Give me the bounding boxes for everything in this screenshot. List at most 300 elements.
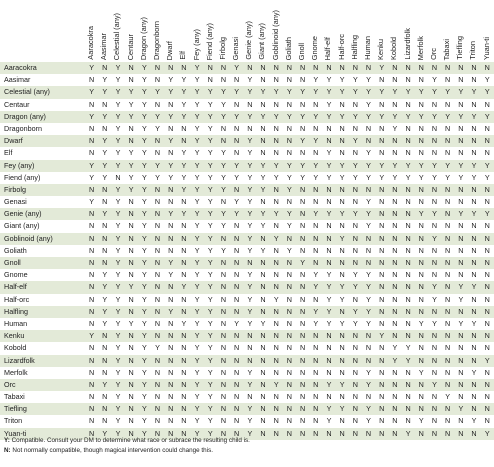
compatibility-cell: N (230, 184, 243, 196)
compatibility-cell: N (177, 233, 190, 245)
compatibility-cell: N (481, 294, 494, 306)
compatibility-cell: N (362, 330, 375, 342)
compatibility-cell: Y (151, 160, 164, 172)
compatibility-cell: Y (467, 318, 480, 330)
compatibility-cell: N (256, 147, 269, 159)
compatibility-cell: Y (111, 281, 124, 293)
column-header (402, 0, 415, 62)
column-header (309, 0, 322, 62)
compatibility-cell: N (441, 403, 454, 415)
compatibility-cell: N (454, 196, 467, 208)
compatibility-cell: N (349, 147, 362, 159)
compatibility-cell: Y (481, 160, 494, 172)
compatibility-cell: Y (98, 160, 111, 172)
compatibility-cell: N (270, 269, 283, 281)
compatibility-cell: N (481, 379, 494, 391)
compatibility-cell: N (256, 391, 269, 403)
compatibility-cell: N (270, 245, 283, 257)
compatibility-cell: N (362, 257, 375, 269)
compatibility-cell: Y (428, 379, 441, 391)
compatibility-cell: N (415, 135, 428, 147)
compatibility-cell: Y (336, 403, 349, 415)
compatibility-cell: N (375, 233, 388, 245)
compatibility-cell: N (349, 355, 362, 367)
compatibility-cell: N (164, 391, 177, 403)
compatibility-cell: N (256, 415, 269, 427)
compatibility-cell: N (164, 415, 177, 427)
compatibility-cell: Y (243, 208, 256, 220)
compatibility-cell: N (428, 135, 441, 147)
compatibility-cell: Y (204, 330, 217, 342)
compatibility-cell: Y (349, 74, 362, 86)
compatibility-cell: Y (151, 111, 164, 123)
compatibility-cell: N (441, 355, 454, 367)
compatibility-cell: N (349, 391, 362, 403)
compatibility-cell: Y (111, 428, 124, 440)
compatibility-cell: N (428, 428, 441, 440)
compatibility-cell: N (362, 342, 375, 354)
compatibility-cell: N (296, 403, 309, 415)
compatibility-cell: Y (111, 184, 124, 196)
compatibility-cell: N (375, 196, 388, 208)
column-header (111, 0, 124, 62)
compatibility-cell: N (270, 99, 283, 111)
compatibility-cell: Y (177, 111, 190, 123)
compatibility-cell: N (467, 99, 480, 111)
compatibility-cell: N (375, 294, 388, 306)
compatibility-cell: Y (467, 160, 480, 172)
compatibility-cell: Y (217, 99, 230, 111)
compatibility-cell: N (402, 257, 415, 269)
compatibility-cell: Y (230, 160, 243, 172)
compatibility-cell: N (349, 367, 362, 379)
row-label: Fey (any) (0, 160, 85, 172)
compatibility-cell: N (296, 245, 309, 257)
compatibility-cell: N (481, 391, 494, 403)
compatibility-cell: N (375, 355, 388, 367)
compatibility-cell: Y (204, 428, 217, 440)
compatibility-cell: N (151, 330, 164, 342)
compatibility-cell: N (402, 62, 415, 74)
compatibility-cell: N (296, 269, 309, 281)
compatibility-cell: Y (243, 306, 256, 318)
compatibility-cell: Y (204, 269, 217, 281)
compatibility-cell: N (428, 123, 441, 135)
compatibility-cell: N (256, 99, 269, 111)
compatibility-cell: N (349, 257, 362, 269)
compatibility-cell: N (454, 147, 467, 159)
compatibility-cell: N (270, 220, 283, 232)
compatibility-cell: Y (204, 318, 217, 330)
compatibility-cell: Y (98, 306, 111, 318)
compatibility-cell: N (388, 220, 401, 232)
compatibility-cell: N (256, 367, 269, 379)
compatibility-cell: N (415, 269, 428, 281)
compatibility-cell: Y (111, 367, 124, 379)
compatibility-cell: N (309, 330, 322, 342)
compatibility-cell: N (454, 379, 467, 391)
compatibility-cell: Y (322, 111, 335, 123)
compatibility-cell: Y (125, 172, 138, 184)
compatibility-cell: N (256, 403, 269, 415)
compatibility-cell: N (336, 196, 349, 208)
compatibility-cell: Y (204, 403, 217, 415)
compatibility-cell: Y (191, 147, 204, 159)
compatibility-cell: N (402, 245, 415, 257)
compatibility-cell: Y (204, 294, 217, 306)
compatibility-cell: Y (191, 135, 204, 147)
compatibility-cell: N (441, 330, 454, 342)
compatibility-cell: N (428, 147, 441, 159)
column-header-label: Gnoll (297, 42, 306, 60)
compatibility-cell: Y (243, 147, 256, 159)
compatibility-cell: Y (191, 294, 204, 306)
column-header-label: Elf (178, 51, 188, 60)
compatibility-cell: Y (243, 160, 256, 172)
compatibility-cell: Y (125, 281, 138, 293)
compatibility-cell: Y (441, 111, 454, 123)
compatibility-cell: N (230, 99, 243, 111)
compatibility-cell: Y (138, 135, 151, 147)
compatibility-cell: Y (217, 172, 230, 184)
compatibility-cell: N (164, 62, 177, 74)
compatibility-cell: Y (191, 86, 204, 98)
compatibility-cell: Y (138, 403, 151, 415)
compatibility-cell: N (230, 123, 243, 135)
column-header (177, 0, 190, 62)
compatibility-cell: Y (362, 86, 375, 98)
compatibility-cell: N (230, 403, 243, 415)
compatibility-cell: Y (243, 184, 256, 196)
compatibility-cell: N (388, 208, 401, 220)
column-header (454, 0, 467, 62)
compatibility-cell: N (336, 245, 349, 257)
compatibility-cell: Y (283, 86, 296, 98)
column-header-label: Orc (428, 48, 438, 60)
compatibility-cell: Y (191, 318, 204, 330)
compatibility-cell: N (164, 196, 177, 208)
compatibility-cell: Y (177, 208, 190, 220)
column-header (481, 0, 494, 62)
compatibility-cell: N (256, 281, 269, 293)
compatibility-cell: Y (243, 428, 256, 440)
compatibility-cell: N (270, 196, 283, 208)
compatibility-cell: Y (138, 367, 151, 379)
compatibility-cell: N (467, 123, 480, 135)
compatibility-cell: Y (191, 62, 204, 74)
compatibility-cell: Y (138, 196, 151, 208)
compatibility-cell: N (454, 245, 467, 257)
table-row (0, 379, 494, 391)
compatibility-cell: N (243, 342, 256, 354)
compatibility-cell: Y (138, 342, 151, 354)
legend-no (4, 446, 470, 456)
compatibility-cell: N (454, 330, 467, 342)
compatibility-cell: N (336, 415, 349, 427)
compatibility-cell: N (125, 294, 138, 306)
compatibility-cell: Y (98, 294, 111, 306)
compatibility-cell: Y (111, 147, 124, 159)
row-label: Celestial (any) (0, 86, 85, 98)
compatibility-cell: N (467, 269, 480, 281)
compatibility-cell: N (441, 428, 454, 440)
compatibility-cell: Y (138, 220, 151, 232)
compatibility-cell: Y (111, 330, 124, 342)
compatibility-cell: N (336, 367, 349, 379)
compatibility-cell: Y (177, 99, 190, 111)
compatibility-cell: N (349, 379, 362, 391)
column-header-label: Dragonborn (151, 20, 161, 60)
compatibility-cell: Y (85, 330, 98, 342)
compatibility-cell: Y (428, 208, 441, 220)
column-header (283, 0, 296, 62)
compatibility-cell: Y (111, 123, 124, 135)
compatibility-cell: Y (270, 233, 283, 245)
compatibility-cell: Y (164, 74, 177, 86)
compatibility-cell: N (402, 306, 415, 318)
compatibility-cell: Y (111, 135, 124, 147)
compatibility-cell: N (151, 147, 164, 159)
compatibility-cell: Y (111, 245, 124, 257)
compatibility-cell: N (349, 294, 362, 306)
table-row (0, 135, 494, 147)
compatibility-cell: Y (138, 428, 151, 440)
compatibility-cell: Y (441, 160, 454, 172)
compatibility-cell: Y (125, 184, 138, 196)
compatibility-cell: N (85, 391, 98, 403)
compatibility-cell: N (283, 135, 296, 147)
compatibility-cell: Y (336, 111, 349, 123)
compatibility-cell: N (256, 62, 269, 74)
column-header-label: Aaracokra (86, 26, 95, 60)
compatibility-cell: Y (481, 428, 494, 440)
compatibility-cell: N (164, 281, 177, 293)
compatibility-cell: N (98, 184, 111, 196)
compatibility-cell: N (322, 184, 335, 196)
compatibility-cell: Y (191, 330, 204, 342)
compatibility-cell: N (349, 415, 362, 427)
compatibility-cell: N (256, 74, 269, 86)
compatibility-cell: N (283, 294, 296, 306)
compatibility-cell: N (125, 355, 138, 367)
compatibility-cell: N (283, 233, 296, 245)
compatibility-cell: Y (191, 196, 204, 208)
compatibility-cell: Y (111, 233, 124, 245)
column-header-label: Fey (any) (191, 28, 201, 60)
compatibility-cell: Y (481, 86, 494, 98)
compatibility-cell: N (349, 233, 362, 245)
legend-yes-text: Compatible. Consult your DM to determine what race or subrace the resulting child is. (9, 437, 250, 444)
compatibility-cell: Y (217, 147, 230, 159)
compatibility-cell: N (177, 355, 190, 367)
compatibility-cell: N (177, 135, 190, 147)
compatibility-cell: Y (191, 233, 204, 245)
table-row (0, 160, 494, 172)
compatibility-cell: N (402, 123, 415, 135)
compatibility-cell: Y (164, 257, 177, 269)
compatibility-cell: N (217, 74, 230, 86)
row-label: Elf (0, 147, 85, 159)
compatibility-cell: N (230, 220, 243, 232)
row-label: Genie (any) (0, 208, 85, 220)
compatibility-cell: Y (85, 111, 98, 123)
compatibility-cell: N (309, 196, 322, 208)
compatibility-cell: Y (204, 86, 217, 98)
column-header-label: Firbolg (217, 37, 227, 60)
compatibility-cell: Y (125, 86, 138, 98)
row-label: Lizardfolk (0, 355, 85, 367)
compatibility-cell: N (467, 342, 480, 354)
compatibility-cell: N (481, 257, 494, 269)
compatibility-cell: Y (362, 147, 375, 159)
compatibility-cell: N (441, 281, 454, 293)
compatibility-cell: Y (362, 220, 375, 232)
compatibility-cell: N (125, 342, 138, 354)
compatibility-cell: Y (441, 86, 454, 98)
compatibility-cell: N (428, 355, 441, 367)
compatibility-cell: Y (191, 245, 204, 257)
column-header-label: Aasimar (99, 32, 109, 60)
compatibility-cell: N (349, 99, 362, 111)
column-header-label: Yuan-ti (481, 36, 491, 60)
compatibility-cell: N (322, 233, 335, 245)
compatibility-cell: N (467, 184, 480, 196)
compatibility-cell: Y (138, 318, 151, 330)
compatibility-cell: N (336, 62, 349, 74)
compatibility-cell: N (349, 123, 362, 135)
compatibility-cell: Y (283, 220, 296, 232)
compatibility-cell: N (322, 135, 335, 147)
compatibility-cell: N (309, 184, 322, 196)
compatibility-cell: N (243, 330, 256, 342)
compatibility-cell: Y (481, 111, 494, 123)
compatibility-cell: N (164, 147, 177, 159)
compatibility-cell: N (322, 62, 335, 74)
compatibility-cell: Y (217, 86, 230, 98)
table-row (0, 184, 494, 196)
compatibility-cell: N (217, 367, 230, 379)
compatibility-cell: Y (111, 403, 124, 415)
compatibility-cell: Y (204, 342, 217, 354)
table-row (0, 62, 494, 74)
compatibility-cell: N (177, 257, 190, 269)
compatibility-cell: Y (322, 172, 335, 184)
compatibility-cell: N (177, 220, 190, 232)
compatibility-cell: Y (362, 172, 375, 184)
compatibility-cell: Y (138, 294, 151, 306)
compatibility-cell: Y (467, 86, 480, 98)
table-row (0, 245, 494, 257)
compatibility-cell: N (454, 306, 467, 318)
compatibility-cell: N (454, 269, 467, 281)
compatibility-cell: Y (111, 269, 124, 281)
compatibility-cell: N (98, 367, 111, 379)
column-header-label: Fiend (any) (204, 22, 214, 60)
compatibility-cell: Y (415, 415, 428, 427)
compatibility-cell: Y (467, 172, 480, 184)
table-row (0, 99, 494, 111)
compatibility-cell: N (415, 294, 428, 306)
compatibility-cell: N (164, 428, 177, 440)
compatibility-cell: N (388, 147, 401, 159)
compatibility-cell: N (428, 62, 441, 74)
compatibility-cell: Y (362, 99, 375, 111)
compatibility-cell: Y (191, 269, 204, 281)
compatibility-cell: N (85, 147, 98, 159)
compatibility-cell: N (441, 415, 454, 427)
compatibility-cell: N (481, 403, 494, 415)
compatibility-cell: N (256, 196, 269, 208)
compatibility-cell: N (375, 245, 388, 257)
compatibility-cell: Y (415, 367, 428, 379)
compatibility-cell: Y (309, 160, 322, 172)
compatibility-cell: N (375, 379, 388, 391)
compatibility-cell: N (98, 123, 111, 135)
compatibility-cell: N (85, 379, 98, 391)
compatibility-cell: N (349, 428, 362, 440)
compatibility-cell: N (481, 99, 494, 111)
table-row (0, 220, 494, 232)
compatibility-cell: N (309, 99, 322, 111)
compatibility-cell: Y (204, 257, 217, 269)
compatibility-cell: N (151, 403, 164, 415)
compatibility-cell: N (441, 342, 454, 354)
compatibility-cell: Y (204, 196, 217, 208)
compatibility-cell: Y (428, 160, 441, 172)
compatibility-cell: N (217, 379, 230, 391)
compatibility-cell: N (362, 184, 375, 196)
table-row (0, 403, 494, 415)
compatibility-cell: Y (204, 172, 217, 184)
compatibility-cell: Y (336, 294, 349, 306)
compatibility-cell: N (256, 135, 269, 147)
compatibility-cell: Y (125, 111, 138, 123)
compatibility-cell: Y (336, 208, 349, 220)
compatibility-cell: N (270, 281, 283, 293)
compatibility-cell: Y (309, 269, 322, 281)
compatibility-cell: Y (204, 111, 217, 123)
compatibility-cell: N (270, 428, 283, 440)
compatibility-cell: N (454, 415, 467, 427)
table-row (0, 355, 494, 367)
compatibility-cell: N (336, 135, 349, 147)
compatibility-cell: N (349, 220, 362, 232)
compatibility-cell: N (296, 220, 309, 232)
compatibility-cell: Y (270, 160, 283, 172)
compatibility-cell: N (309, 62, 322, 74)
compatibility-cell: N (441, 147, 454, 159)
column-header-label: Tiefling (455, 36, 465, 60)
compatibility-cell: Y (256, 245, 269, 257)
compatibility-cell: N (336, 391, 349, 403)
compatibility-cell: N (243, 62, 256, 74)
compatibility-cell: Y (98, 86, 111, 98)
compatibility-cell: N (98, 245, 111, 257)
compatibility-cell: Y (111, 111, 124, 123)
column-header-label: Gnome (310, 35, 320, 60)
compatibility-cell: Y (362, 269, 375, 281)
compatibility-cell: Y (375, 62, 388, 74)
compatibility-cell: Y (98, 135, 111, 147)
compatibility-cell: N (125, 74, 138, 86)
compatibility-cell: N (85, 342, 98, 354)
compatibility-cell: N (415, 428, 428, 440)
compatibility-cell: N (230, 379, 243, 391)
column-header-label: Goliath (283, 36, 293, 60)
compatibility-cell: N (164, 403, 177, 415)
compatibility-cell: N (441, 184, 454, 196)
compatibility-cell: Y (111, 415, 124, 427)
